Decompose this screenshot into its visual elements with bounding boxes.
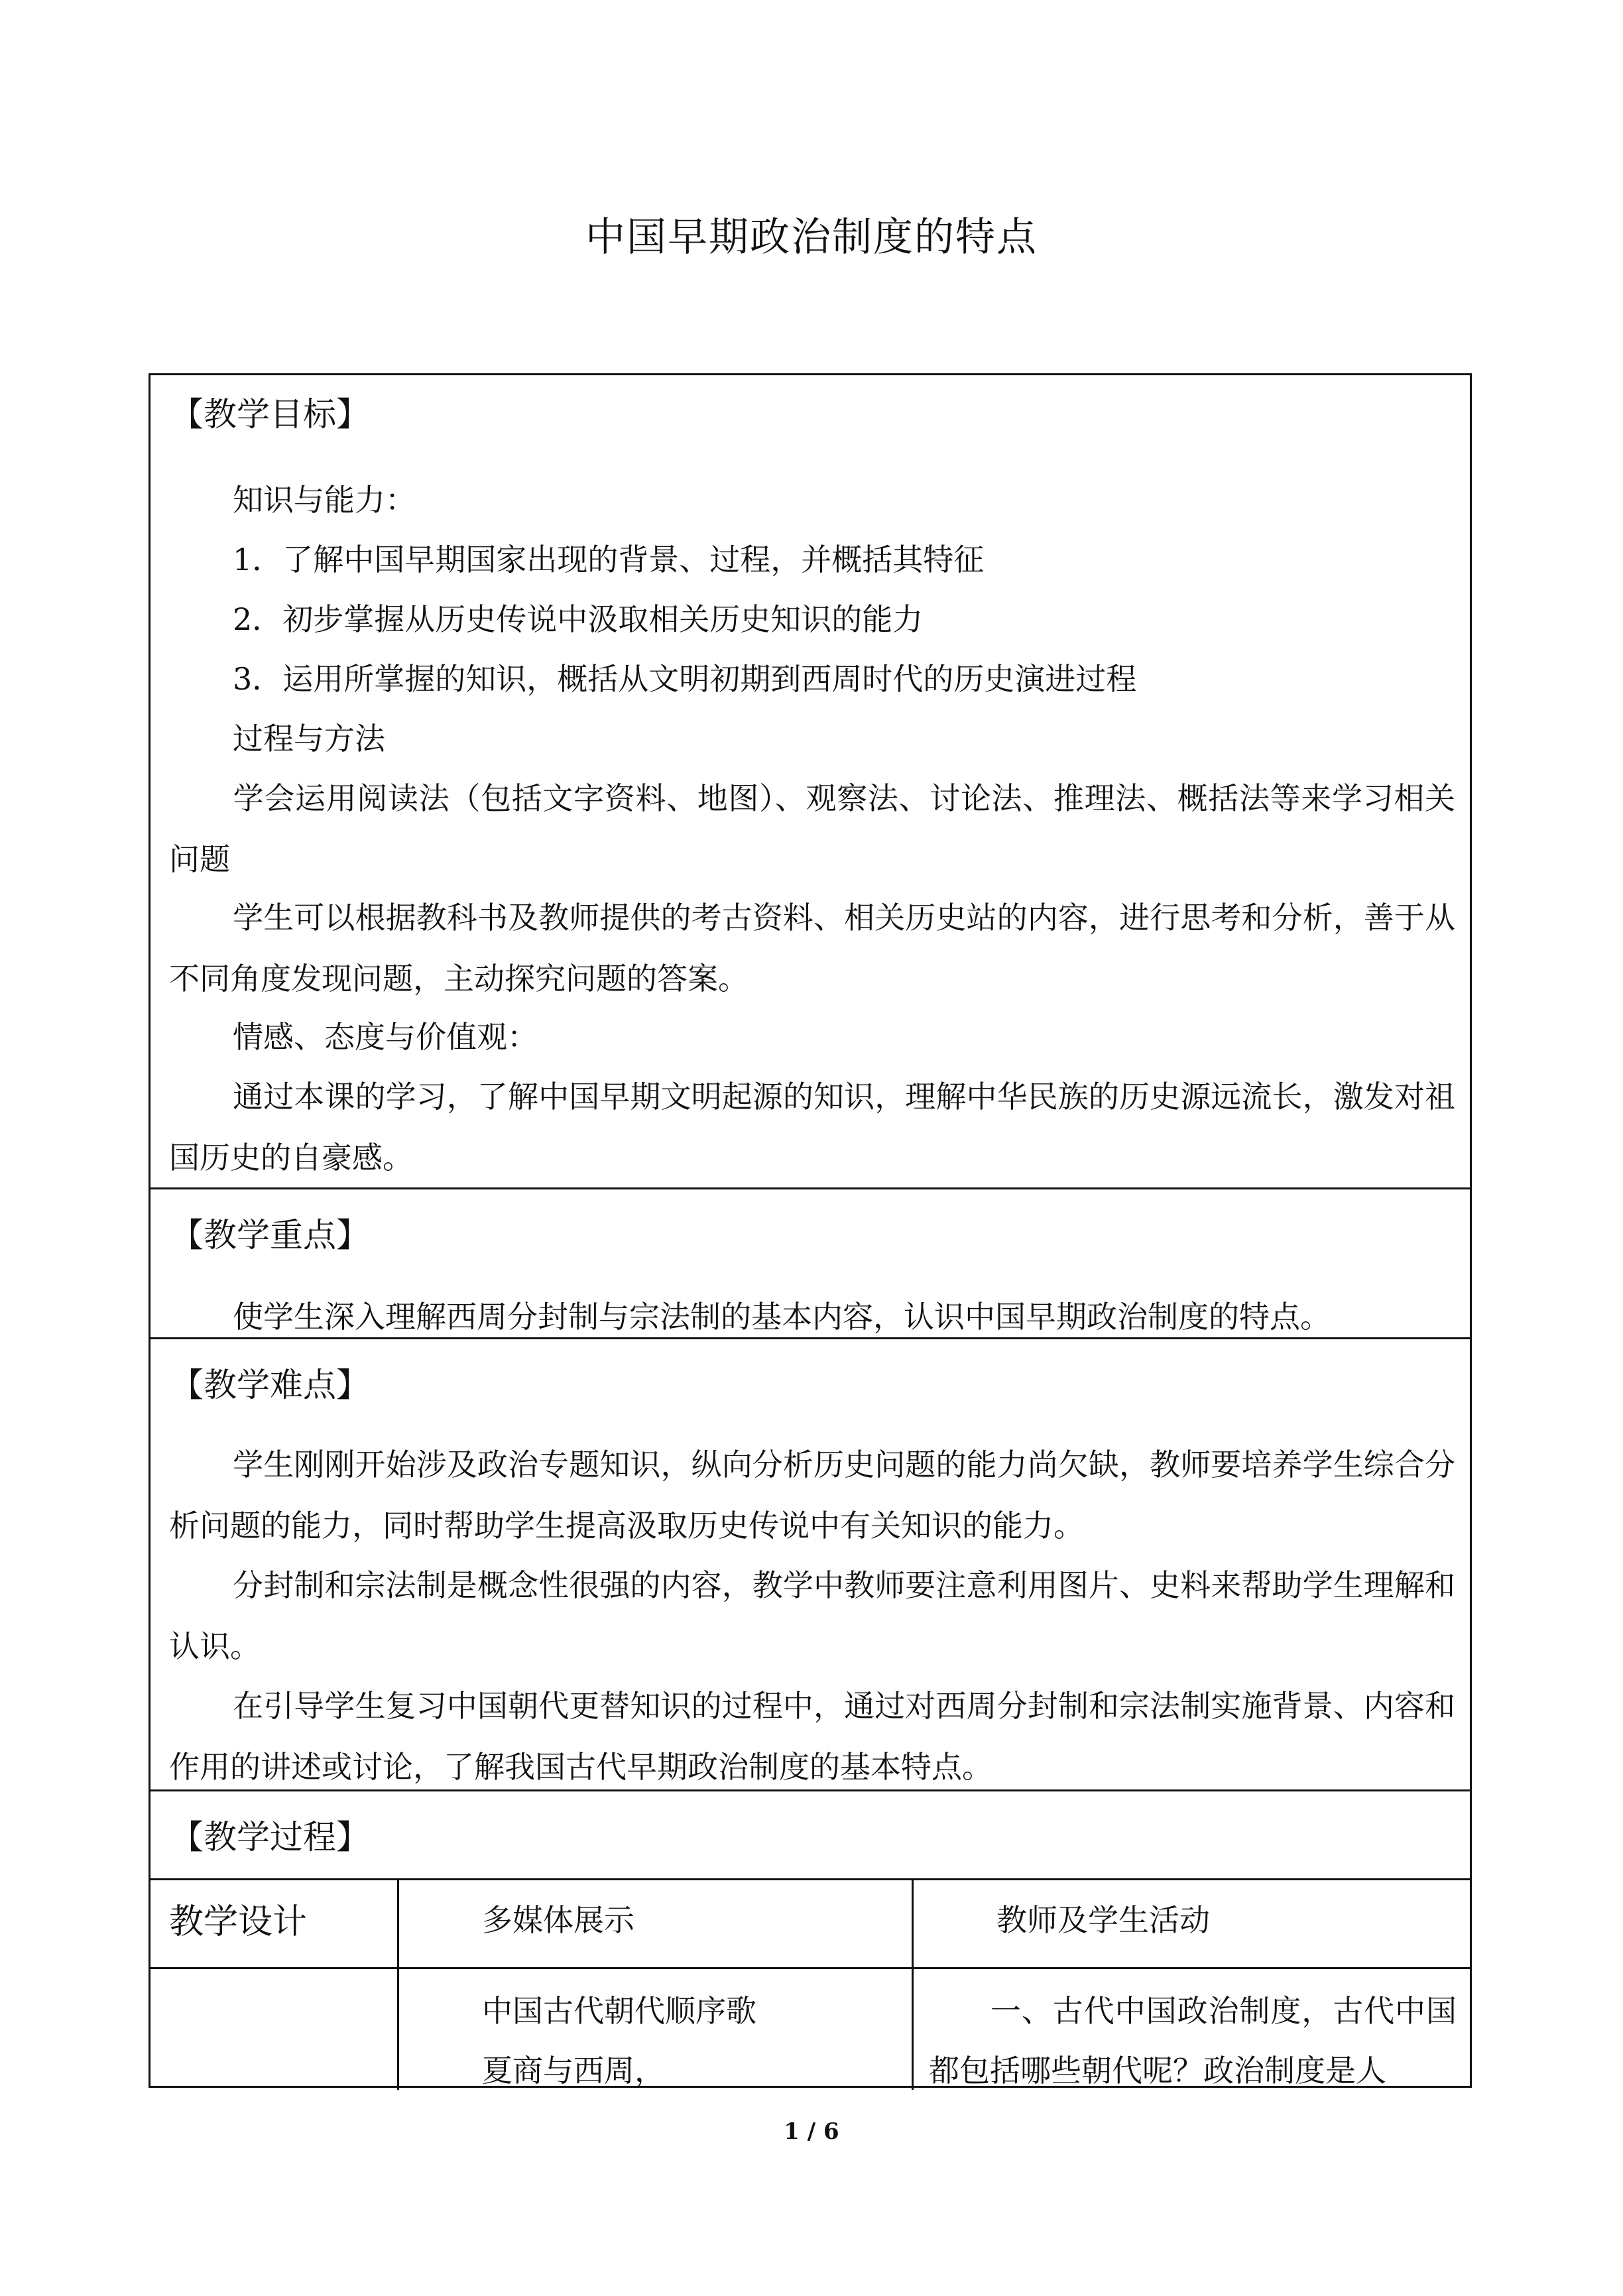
column-header-activity: 教师及学生活动	[996, 1902, 1210, 1938]
process-paragraph-1: 学会运用阅读法（包括文字资料、地图）、观察法、讨论法、推理法、概括法等来学习相关问题	[169, 780, 1455, 877]
objective-item-3: 3．运用所掌握的知识，概括从文明初期到西周时代的历史演进过程	[233, 661, 1137, 697]
media-line-1: 中国古代朝代顺序歌	[482, 1993, 756, 2029]
column-header-media: 多媒体展示	[482, 1902, 634, 1938]
emotion-paragraph: 通过本课的学习，了解中国早期文明起源的知识，理解中华民族的历史源远流长，激发对祖国历史的自豪感。	[169, 1079, 1455, 1176]
key-points-heading: 【教学重点】	[170, 1216, 369, 1254]
row-divider	[150, 1967, 1470, 1969]
section-divider	[150, 1789, 1470, 1791]
section-divider	[150, 1187, 1470, 1189]
media-line-2: 夏商与西周，	[482, 2053, 665, 2088]
knowledge-ability-heading: 知识与能力：	[233, 482, 416, 518]
column-divider	[912, 1878, 914, 2090]
page-number: 1 / 6	[784, 2118, 839, 2145]
objective-item-2: 2．初步掌握从历史传说中汲取相关历史知识的能力	[233, 601, 924, 637]
lesson-plan-table	[149, 373, 1472, 2088]
objectives-heading: 【教学目标】	[170, 395, 369, 434]
section-divider	[150, 1337, 1470, 1339]
process-method-heading: 过程与方法	[233, 721, 385, 756]
section-divider	[150, 1878, 1470, 1880]
document-title: 中国早期政治制度的特点	[585, 214, 1038, 261]
objective-item-1: 1．了解中国早期国家出现的背景、过程，并概括其特征	[233, 542, 985, 577]
emotion-heading: 情感、态度与价值观：	[233, 1019, 538, 1055]
column-header-design: 教学设计	[169, 1902, 308, 1942]
process-paragraph-2: 学生可以根据教科书及教师提供的考古资料、相关历史站的内容，进行思考和分析，善于从不同角度发现问题，主动探究问题的答案。	[169, 900, 1455, 997]
column-divider	[397, 1878, 399, 2090]
difficulty-paragraph-1: 学生刚刚开始涉及政治专题知识，纵向分析历史问题的能力尚欠缺，教师要培养学生综合分析问题的能力，同时帮助学生提高汲取历史传说中有关知识的能力。	[169, 1447, 1455, 1543]
process-heading: 【教学过程】	[170, 1818, 369, 1856]
difficulty-paragraph-3: 在引导学生复习中国朝代更替知识的过程中，通过对西周分封制和宗法制实施背景、内容和作用的讲述或讨论，了解我国古代早期政治制度的基本特点。	[169, 1688, 1455, 1785]
difficulties-heading: 【教学难点】	[170, 1366, 369, 1404]
activity-text: 一、古代中国政治制度，古代中国都包括哪些朝代呢？政治制度是人	[929, 1993, 1457, 2088]
difficulty-paragraph-2: 分封制和宗法制是概念性很强的内容，教学中教师要注意利用图片、史料来帮助学生理解和认识。	[169, 1567, 1455, 1664]
key-points-text: 使学生深入理解西周分封制与宗法制的基本内容，认识中国早期政治制度的特点。	[233, 1299, 1331, 1335]
